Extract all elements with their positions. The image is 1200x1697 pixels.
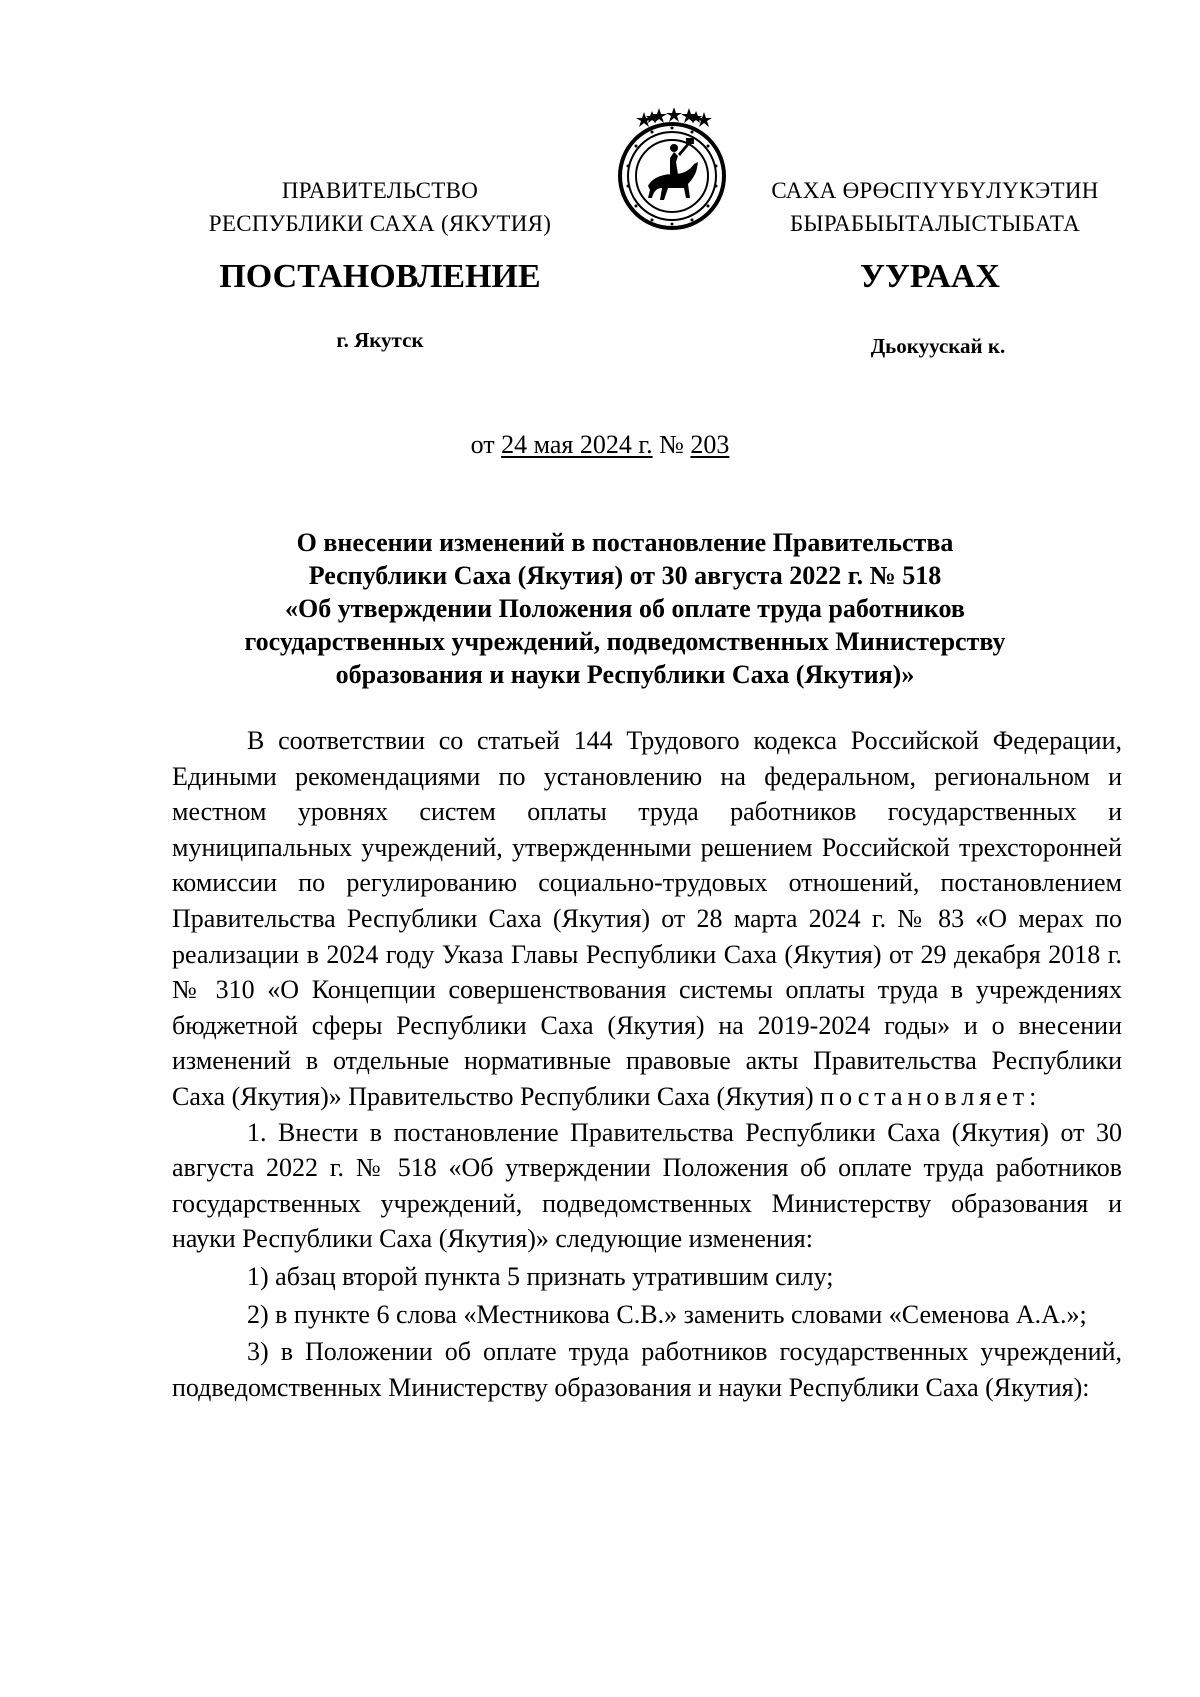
document-date-number xyxy=(0,429,1200,461)
city-sakha: Дьокуускай к. xyxy=(870,334,1006,358)
preamble-text: В соответствии со статьей 144 Трудового кодекса Российской Федерации, Едиными рекомендациями по установлению на федеральном, региональном и местном уровнях систем оплаты труда работников государственных и муниципальных учреждений, утвержденными решением Российской трехсторонней комиссии по регулированию социально-трудовых отношений, постановлением Правительства Республики Саха (Якутия) от 28 марта 2024 г. № 83 «О мерах по реализации в 2024 году Указа Главы Республики Саха (Якутия) от 29 декабря 2018 г. № 310 «О Концепции совершенствования системы оплаты труда в учреждениях бюджетной сферы Республики Саха (Якутия) на 2019-2024 годы» и о внесении изменений в отдельные нормативные правовые акты Правительства Республики Саха (Якутия)» Правительство Республики Саха (Якутия) xyxy=(172,726,1122,1111)
header-right-sakha xyxy=(755,174,1115,240)
header-left-ru xyxy=(190,174,570,240)
document-type-sakha: УУРААХ xyxy=(860,258,1000,295)
date-prefix: от xyxy=(470,430,495,459)
document-type-ru: ПОСТАНОВЛЕНИЕ xyxy=(219,258,541,295)
paragraph-item-1: 1. Внести в постановление Правительства Республики Саха (Якутия) от 30 августа 2022 г. № 518 «Об утверждении Положения об оплате труда работников государственных учреждений, подведомственных Министерству образования и науки Республики Саха (Якутия)» следующие изменения: xyxy=(172,1117,1122,1254)
document-title-line4: государственных учреждений, подведомственных Министерству xyxy=(244,627,1006,656)
document-number: 203 xyxy=(690,430,730,459)
document-title-line1: О внесении изменений в постановление Правительства xyxy=(296,528,954,557)
header-left-line2: РЕСПУБЛИКИ САХА (ЯКУТИЯ) xyxy=(208,211,552,236)
paragraph-subitem-2: 2) в пункте 6 слова «Местникова С.В.» заменить словами «Семенова А.А.»; xyxy=(247,1299,1087,1329)
paragraph-preamble xyxy=(172,723,1122,1115)
document-title-line5: образования и науки Республики Саха (Якутия)» xyxy=(335,660,915,689)
document-body xyxy=(172,723,1122,1405)
header-right-line1: САХА ӨРӨСПҮҮБҮЛҮКЭТИН xyxy=(771,178,1099,203)
number-sign: № xyxy=(659,430,684,459)
document-title-line3: «Об утверждении Положения об оплате труда работников xyxy=(285,594,965,623)
city-ru: г. Якутск xyxy=(336,328,424,352)
paragraph-subitem-1: 1) абзац второй пункта 5 признать утратившим силу; xyxy=(247,1261,834,1291)
paragraph-subitem-3: 3) в Положении об оплате труда работников государственных учреждений, подведомственных Министерству образования и науки Республики Саха (Якутия): xyxy=(172,1337,1122,1402)
header-left-line1: ПРАВИТЕЛЬСТВО xyxy=(281,178,479,203)
coat-of-arms-icon xyxy=(612,108,732,232)
date-value: 24 мая 2024 г. xyxy=(501,430,653,459)
header-right-line2: БЫРАБЫЫТАЛЫСТЫБАТА xyxy=(789,211,1081,236)
document-title-line2: Республики Саха (Якутия) от 30 августа 2022 г. № 518 xyxy=(308,561,942,590)
document-title xyxy=(180,526,1070,691)
resolves-word: постановляет: xyxy=(820,1081,1042,1111)
